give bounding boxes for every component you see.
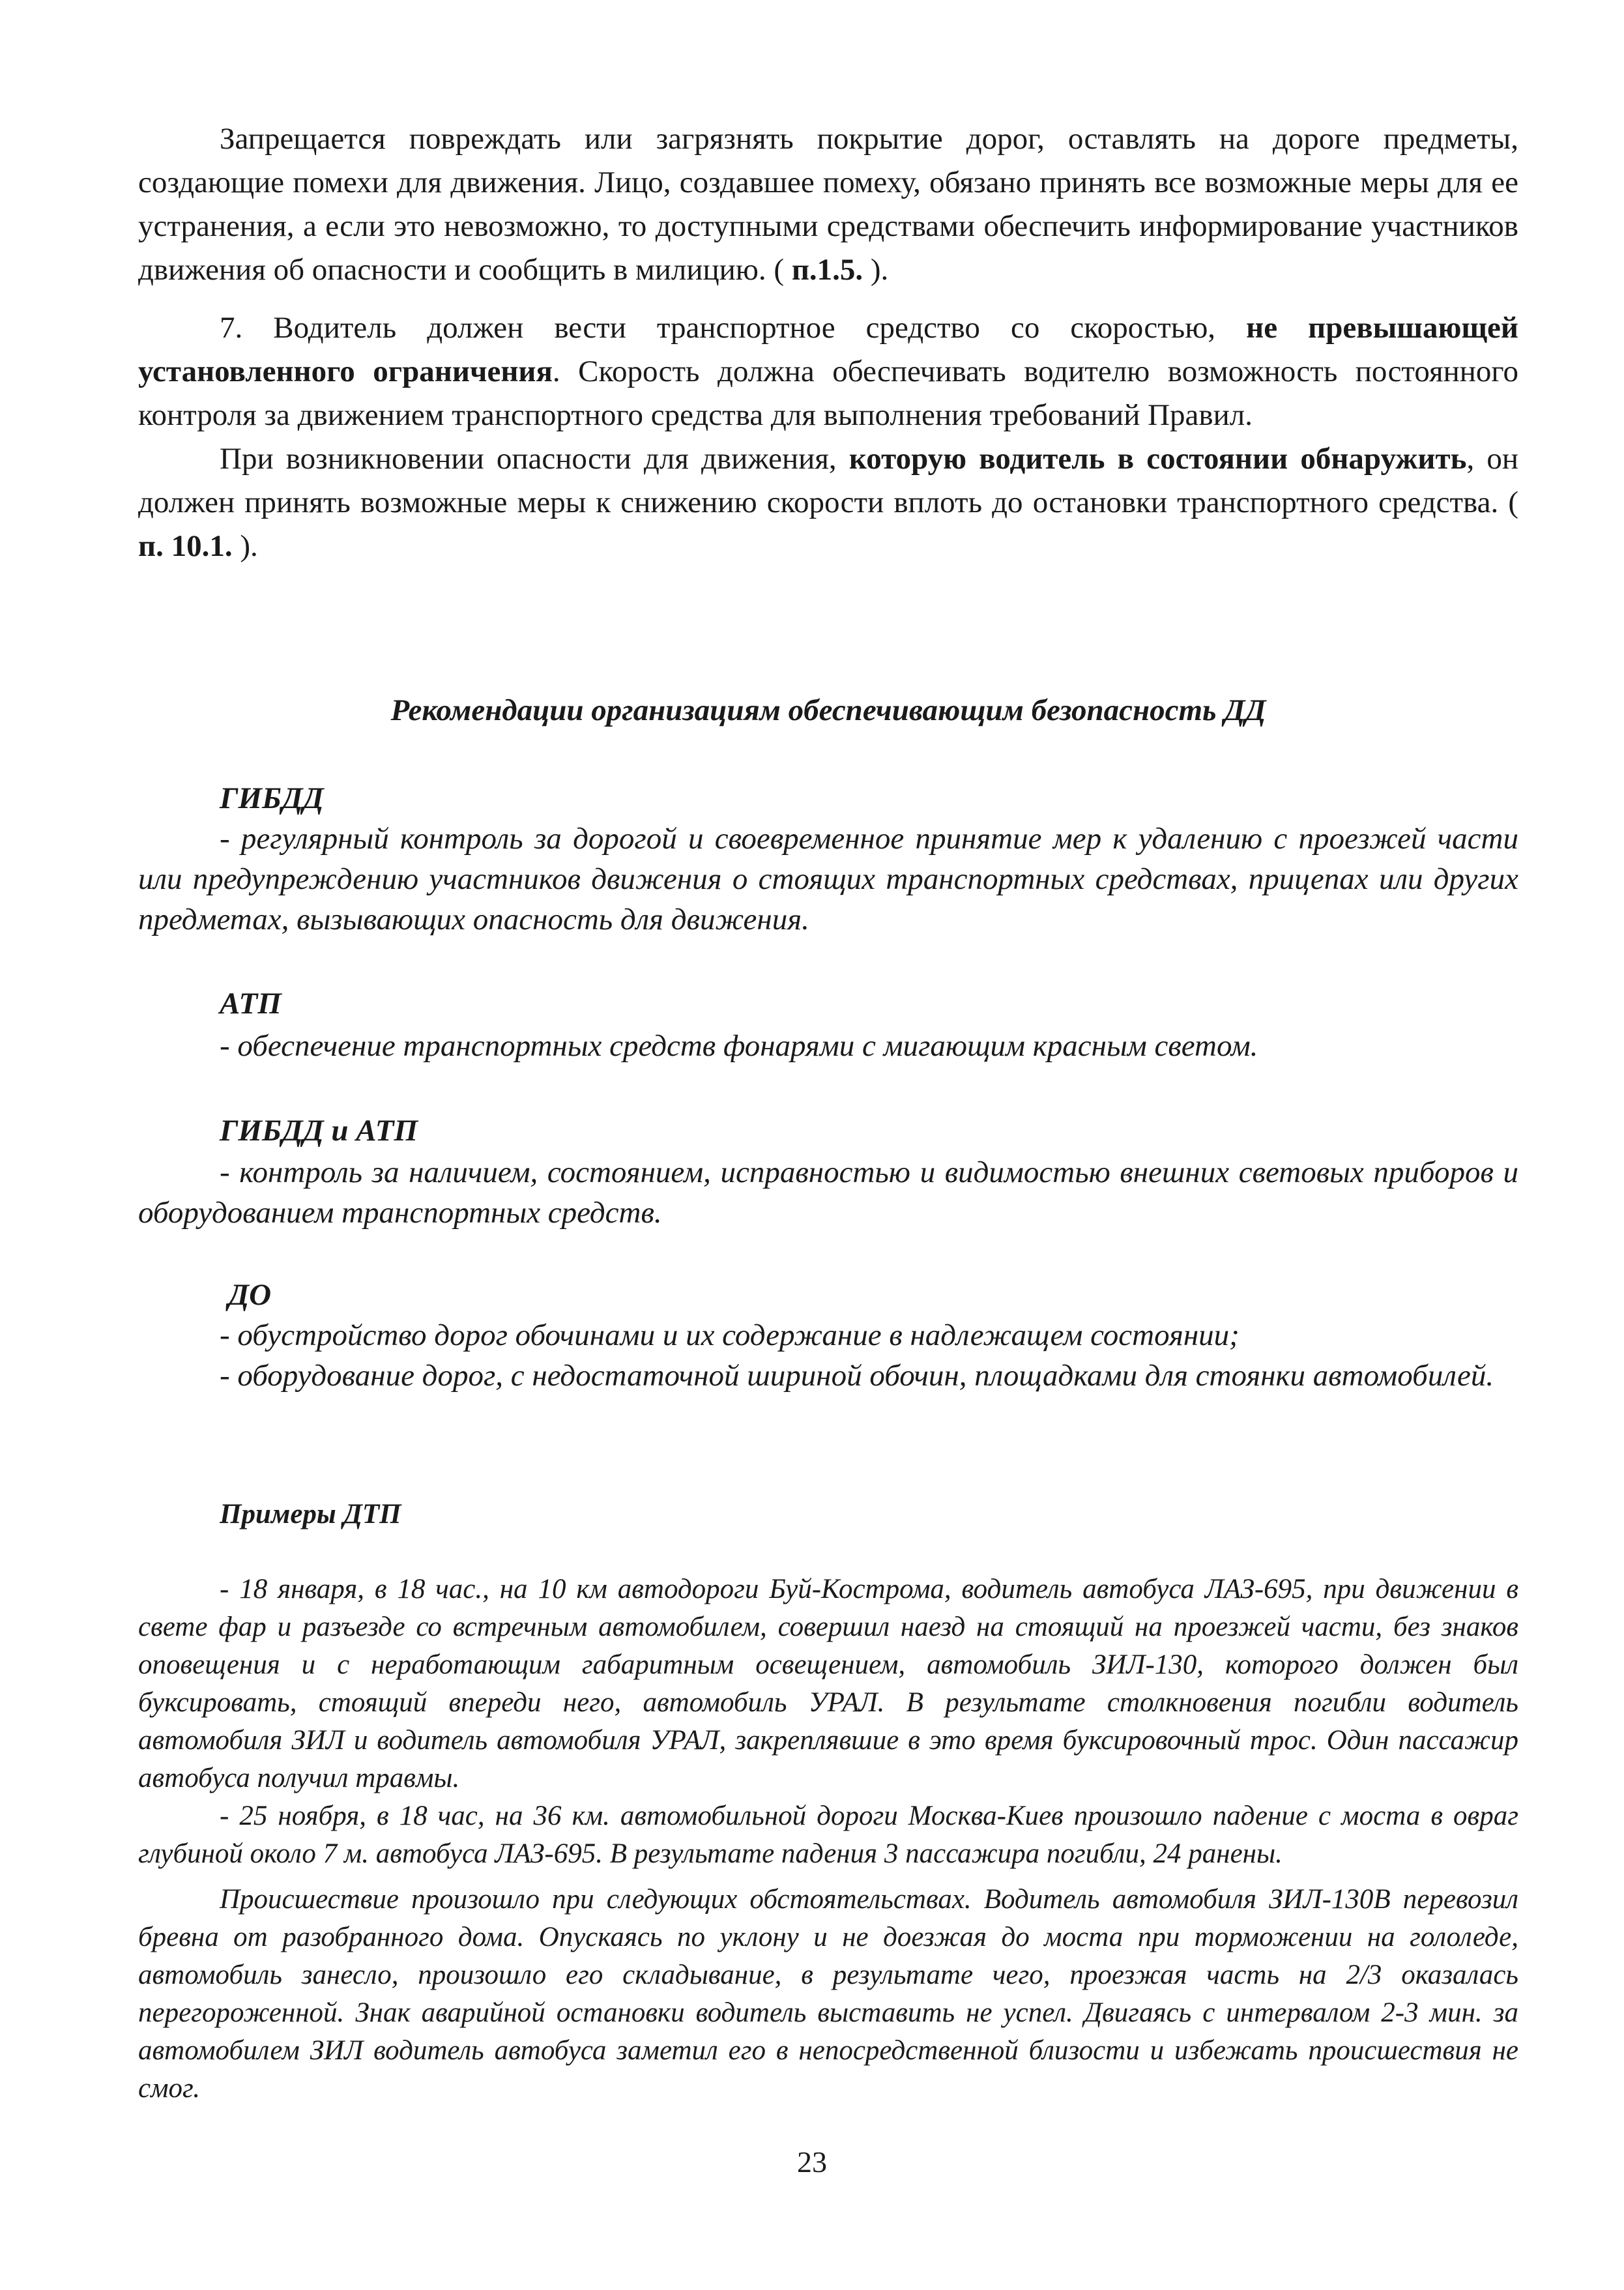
recommendations-heading: Рекомендации организациям обеспечивающим безопасность ДД (390, 693, 1266, 727)
paragraph-3-ref: п. 10.1. (138, 529, 233, 563)
rules-text (138, 117, 1518, 568)
page-number: 23 (797, 2145, 827, 2179)
paragraph-1-ref: п.1.5. (791, 253, 863, 287)
examples-list (138, 1571, 1518, 2108)
example-item: - 25 ноября, в 18 час, на 36 км. автомобильной дороги Москва-Киев произошло падение с моста в овраг глубиной около 7 м. автобуса ЛАЗ-695. В результате падения 3 пассажира погибли, 24 ранены. (138, 1801, 1518, 1869)
examples-heading: Примеры ДТП (220, 1499, 401, 1529)
org-title-atp: АТП (220, 987, 282, 1021)
org-line: - контроль за наличием, состоянием, исправностью и видимостью внешних световых приборов и оборудованием транспортных средств. (138, 1155, 1518, 1230)
org-title-gibdd-atp: ГИБДД и АТП (220, 1114, 418, 1148)
example-item: - 18 января, в 18 час., на 10 км автодороги Буй-Кострома, водитель автобуса ЛАЗ-695, при движении в свете фар и разъезде со встречным автомобилем, совершил наезд на стоящий на проезжей части, без знаков оповещения и с неработающим габаритным освещением, автомобиль ЗИЛ-130, которого должен был буксировать, стоящий впереди него, автомобиль УРАЛ. В результате столкновения погибли водитель автомобиля ЗИЛ и водитель автомобиля УРАЛ, закреплявшие в это время буксировочный трос. Один пассажир автобуса получил травмы. (138, 1574, 1518, 1793)
paragraph-3-bold: которую водитель в состоянии обнаружить (848, 442, 1467, 476)
org-body-do (138, 1315, 1518, 1396)
paragraph-2: 7. Водитель должен вести транспортное средство со скоростью, не превышающей установленного ограничения. Скорость должна обеспечивать водителю возможность постоянного контроля за движением транспортного средства для выполнения требований Правил. (138, 311, 1518, 432)
org-title-gibdd: ГИБДД (220, 781, 324, 815)
org-line: - обеспечение транспортных средств фонарями с мигающим красным светом. (220, 1029, 1258, 1063)
org-body-atp (138, 1026, 1518, 1066)
org-line: - оборудование дорог, с недостаточной шириной обочин, площадками для стоянки автомобилей. (220, 1359, 1494, 1393)
org-title-do: ДО (228, 1278, 272, 1312)
paragraph-2-bold: не превышающей установленного ограничения (138, 311, 1518, 388)
example-item: Происшествие произошло при следующих обстоятельствах. Водитель автомобиля ЗИЛ-130В перевозил бревна от разобранного дома. Опускаясь по уклону и не доезжая до моста при торможении на гололеде, автомобиль занесло, произошло его складывание, в результате чего, проезжая часть на 2/3 оказалась перегороженной. Знак аварийной остановки водитель выставить не успел. Двигаясь с интервалом 2-3 мин. за автомобилем ЗИЛ водитель автобуса заметил его в непосредственной близости и избежать происшествия не смог. (138, 1884, 1518, 2104)
org-line: - регулярный контроль за дорогой и своевременное принятие мер к удалению с проезжей части или предупреждению участников движения о стоящих транспортных средствах, прицепах или других предметах, вызывающих опасность для движения. (138, 822, 1518, 936)
org-body-gibdd-atp (138, 1152, 1518, 1233)
paragraph-3: При возникновении опасности для движения, которую водитель в состоянии обнаружить, он должен принять возможные меры к снижению скорости вплоть до остановки транспортного средства. ( п. 10.1. ). (138, 442, 1519, 563)
org-body-gibdd (138, 819, 1518, 940)
paragraph-1: Запрещается повреждать или загрязнять покрытие дорог, оставлять на дороге предметы, создающие помехи для движения. Лицо, создавшее помеху, обязано принять все возможные меры для ее устранения, а если это невозможно, то доступными средствами обеспечить информирование участников движения об опасности и сообщить в милицию. ( п.1.5. ). (138, 122, 1518, 287)
org-line: - обустройство дорог обочинами и их содержание в надлежащем состоянии; (220, 1318, 1240, 1352)
